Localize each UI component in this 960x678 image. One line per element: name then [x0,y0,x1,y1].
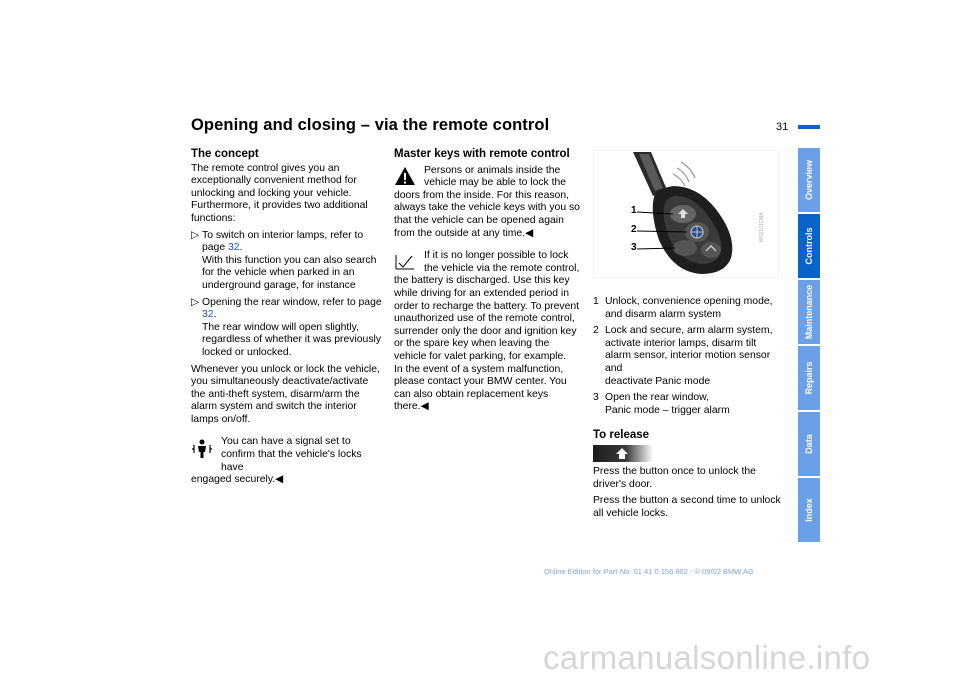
master-keys-heading: Master keys with remote control [394,148,570,160]
tab-overview[interactable]: Overview [798,148,820,212]
callout-3: 3 [631,242,637,253]
tip-note: You can have a signal set to confirm that the vehicle's locks have engaged securely.◀ [191,436,362,486]
unlock-button-graphic [593,445,653,462]
step-1: 1 Unlock, convenience opening mode, and disarm alarm system [593,296,773,320]
master-keys-section [394,148,584,414]
tab-data[interactable]: Data [798,412,820,476]
steps-and-release [593,296,785,524]
warning-icon [394,166,416,186]
tab-repairs[interactable]: Repairs [798,346,820,410]
concept-section [191,148,383,487]
page-number: 31 [776,121,789,133]
key-illustration [593,150,779,278]
concept-heading: The concept [191,148,259,160]
step-3: 3 Open the rear window, Panic mode – trigger alarm [593,392,730,416]
note-check-icon [394,251,416,271]
warning-note: Persons or animals inside the vehicle may be able to lock the doors from the inside. For this reason, always take the vehicle keys with you so that the vehicle can be opened again from the outside at any time.◀ [394,164,580,239]
step-2: 2 Lock and secure, arm alarm system, activate interior lamps, disarm tilt alarm sensor, interior motion sensor and deactivate Panic mode [593,325,773,387]
release-p1: Press the button once to unlock the driver's door. [593,465,756,490]
bullet-rear-window: ▷ Opening the rear window, refer to page 32. The rear window will open slightly, regardless of whether it was previously locked or unlocked. [191,296,382,358]
footer-edition: Online Edition for Part-No. 01 41 0 156 802 - © 09/02 BMW AG [544,567,754,576]
bullet-interior-lamps: ▷ To switch on interior lamps, refer to page 32. With this function you can also search for the vehicle when parked in an underground garage, for instance [191,229,377,291]
concept-para: Whenever you unlock or lock the vehicle, you simultaneously deactivate/activate the anti-theft system, disarm/arm the alarm system and switch the interior lamps on/off. [191,363,380,425]
bullet-arrow-icon: ▷ [191,229,199,241]
info-note: If it is no longer possible to lock the vehicle via the remote control, the battery is discharged. Use this key while driving for an extended period in order to recharge the battery. To prevent unauthorized use of the remote control, surrender only the door and ignition key or the spare key when leaving the vehicle for valet parking, for example. In the event of a system malfunction, please contact your BMW center. You can also obtain replacement keys there.◀ [394,250,580,413]
remote-key-figure [593,150,779,278]
house-unlock-icon [615,447,629,460]
page-number-bar [798,125,820,129]
release-p2: Press the button a second time to unlock all vehicle locks. [593,495,781,519]
watermark: carmanualsonline.info [543,639,871,676]
page-title: Opening and closing – via the remote control [191,116,550,134]
figure-code: MS0101CMA [759,212,765,242]
concept-intro: The remote control gives you an exceptionally convenient method for unlocking and locking your vehicle. Furthermore, it provides two additional functions: [191,162,368,224]
section-tabs [798,148,820,544]
tab-maintenance[interactable]: Maintenance [798,280,820,344]
tab-index[interactable]: Index [798,478,820,542]
tab-controls[interactable]: Controls [798,214,820,278]
callout-1: 1 [631,205,637,216]
callout-2: 2 [631,224,637,235]
person-tip-icon [191,437,213,459]
bullet-arrow-icon: ▷ [191,296,199,308]
page-link[interactable]: 32 [228,242,240,254]
page-link[interactable]: 32 [202,309,214,321]
release-heading: To release [593,429,650,442]
